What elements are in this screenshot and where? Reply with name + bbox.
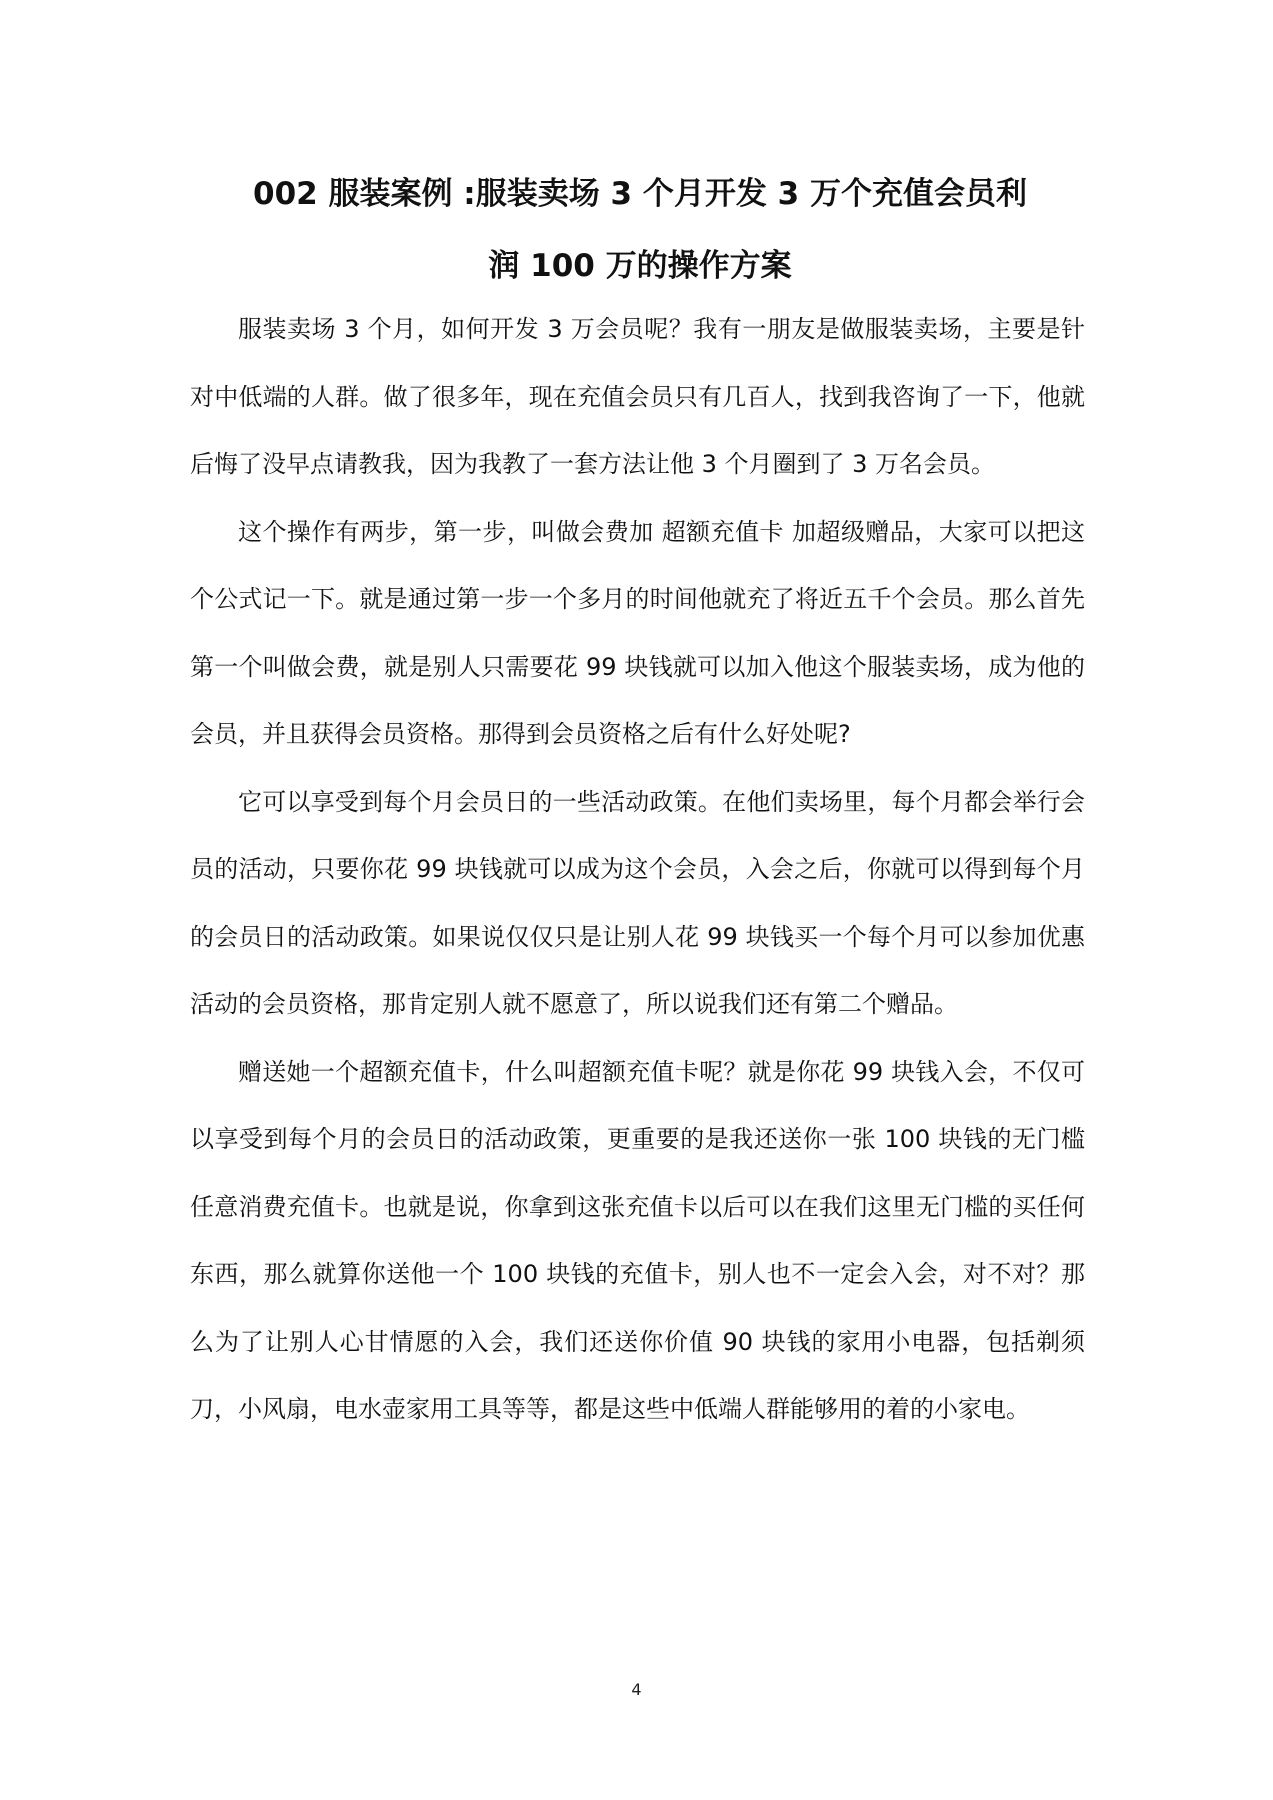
paragraph-1: 服装卖场 3 个月，如何开发 3 万会员呢？我有一朋友是做服装卖场，主要是针对中低端的人群。做了很多年，现在充值会员只有几百人，找到我咨询了一下，他就后悔了没早点请教我，因为我教了一套方法让他 3 个月圈到了 3 万名会员。 bbox=[190, 315, 1085, 478]
paragraph-2: 这个操作有两步，第一步，叫做会费加 超额充值卡 加超级赠品，大家可以把这个公式记一下。就是通过第一步一个多月的时间他就充了将近五千个会员。那么首先第一个叫做会费，就是别人只需要花 99 块钱就可以加入他这个服装卖场，成为他的会员，并且获得会员资格。那得到会员资格之后有什么好处呢? bbox=[190, 517, 1085, 748]
document-body bbox=[190, 296, 1085, 1444]
paragraph-3: 它可以享受到每个月会员日的一些活动政策。在他们卖场里，每个月都会举行会员的活动，只要你花 99 块钱就可以成为这个会员，入会之后，你就可以得到每个月的会员日的活动政策。如果说仅仅只是让别人花 99 块钱买一个每个月可以参加优惠活动的会员资格，那肯定别人就不愿意了，所以说我们还有第二个赠品。 bbox=[190, 787, 1085, 1018]
title-line-1: 002 服装案例 :服装卖场 3 个月开发 3 万个充值会员利 bbox=[253, 176, 1027, 212]
page-number: 4 bbox=[631, 1680, 642, 1699]
paragraph-4: 赠送她一个超额充值卡，什么叫超额充值卡呢？就是你花 99 块钱入会，不仅可以享受到每个月的会员日的活动政策，更重要的是我还送你一张 100 块钱的无门槛任意消费充值卡。也就是说，你拿到这张充值卡以后可以在我们这里无门槛的买任何东西，那么就算你送他一个 100 块钱的充值卡，别人也不一定会入会，对不对？那么为了让别人心甘情愿的入会，我们还送你价值 90 块钱的家用小电器，包括剃须刀，小风扇，电水壶家用工具等等，都是这些中低端人群能够用的着的小家电。 bbox=[190, 1057, 1085, 1423]
document-title bbox=[190, 158, 1090, 302]
title-line-2: 润 100 万的操作方案 bbox=[488, 248, 792, 284]
